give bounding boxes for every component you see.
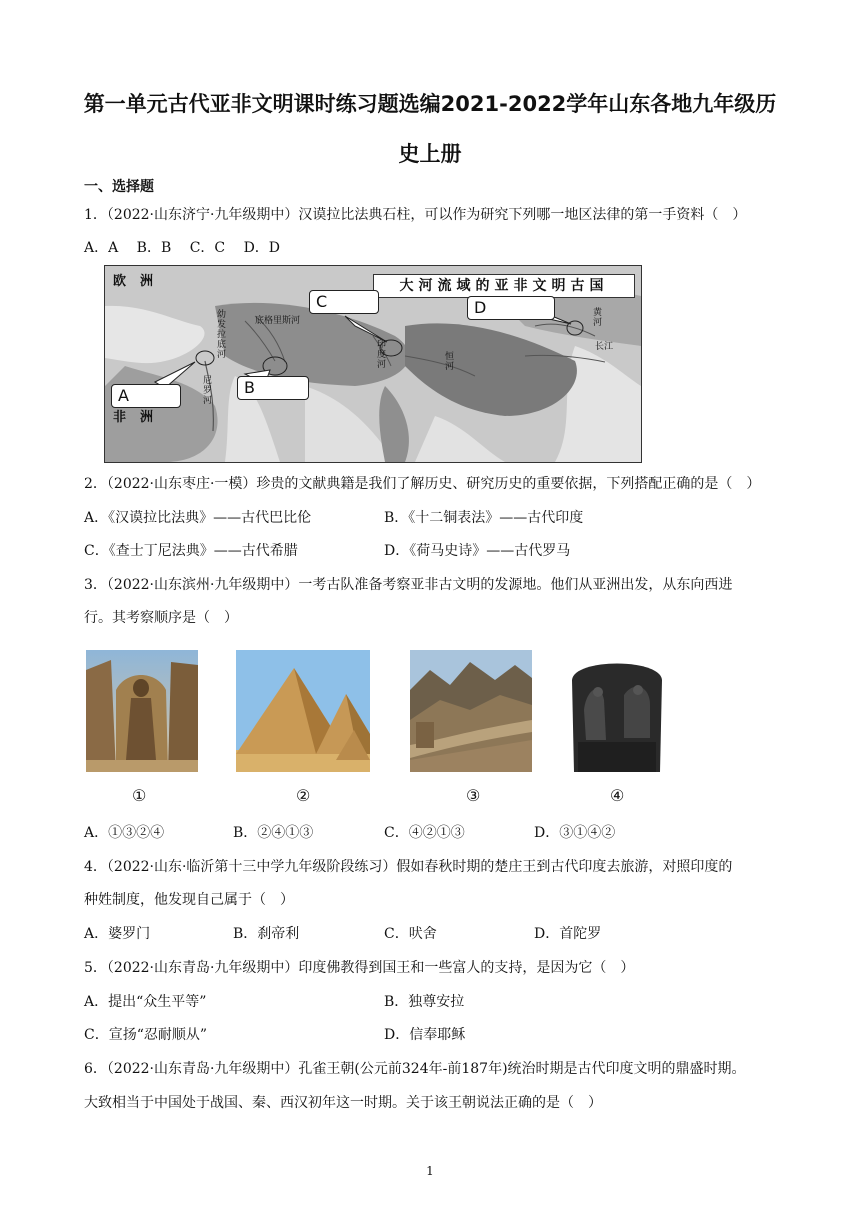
- map-label-africa: 非洲: [113, 410, 168, 425]
- map-label-europe: 欧洲: [113, 274, 168, 289]
- question-4-option-b: B．刹帝利: [233, 926, 300, 942]
- image-label-1: ①: [132, 786, 147, 805]
- question-4-option-c: C．吠舍: [384, 926, 437, 942]
- map-river-yellow: 黄河: [593, 308, 603, 328]
- question-6-stem-line2: 大致相当于中国处于战国、秦、西汉初年这一时期。关于该王朝说法正确的是（ ）: [84, 1095, 602, 1111]
- section-heading: 一、选择题: [84, 179, 154, 195]
- image-2-pyramids: [236, 650, 370, 772]
- question-4-stem-line1: 4．（2022·山东·临沂第十三中学九年级阶段练习）假如春秋时期的楚庄王到古代印度去旅游，对照印度的: [84, 859, 733, 875]
- image-label-2: ②: [296, 786, 311, 805]
- question-5-option-a: A．提出“众生平等”: [84, 994, 207, 1010]
- question-5-option-b: B．独尊安拉: [384, 994, 465, 1010]
- document-title-line1: 第一单元古代亚非文明课时练习题选编2021-2022学年山东各地九年级历: [83, 92, 777, 116]
- question-3-option-d: D．③①④②: [534, 825, 616, 841]
- map-callout-c: C: [309, 290, 379, 314]
- map-callout-b: B: [237, 376, 309, 400]
- image-4-hammurabi-stele: [564, 650, 670, 772]
- question-3-option-a: A．①③②④: [84, 825, 165, 841]
- question-2-option-d: D．《荷马史诗》——古代罗马: [384, 543, 571, 559]
- map-callout-d: D: [467, 296, 555, 320]
- question-3-option-c: C．④②①③: [384, 825, 465, 841]
- question-5-option-d: D．信奉耶稣: [384, 1027, 466, 1043]
- question-5-stem: 5．（2022·山东青岛·九年级期中）印度佛教得到国王和一些富人的支持，是因为它（ ）: [84, 960, 635, 976]
- image-label-4: ④: [610, 786, 625, 805]
- map-callout-a: A: [111, 384, 181, 408]
- question-2-option-b: B．《十二铜表法》——古代印度: [384, 510, 584, 526]
- question-4-stem-line2: 种姓制度，他发现自己属于（ ）: [84, 892, 294, 908]
- map-river-ganges: 恒河: [445, 352, 455, 372]
- question-1-options: A．A B．B C．C D．D: [84, 240, 281, 256]
- ancient-civilizations-map: [104, 265, 642, 463]
- map-river-yangtze: 长江: [595, 342, 614, 352]
- image-1-buddha-statue: [86, 650, 198, 772]
- map-river-euphrates: 幼发拉底河: [217, 310, 227, 360]
- question-6-stem-line1: 6．（2022·山东青岛·九年级期中）孔雀王朝(公元前324年-前187年)统治时期是古代印度文明的鼎盛时期。: [84, 1061, 746, 1077]
- question-3-option-b: B．②④①③: [233, 825, 314, 841]
- map-river-indus: 印度河: [377, 340, 387, 370]
- map-river-nile: 尼罗河: [203, 376, 213, 406]
- map-river-tigris: 底格里斯河: [255, 316, 301, 326]
- question-3-stem-line1: 3．（2022·山东滨州·九年级期中）一考古队准备考察亚非古文明的发源地。他们从亚洲出发，从东向西进: [84, 577, 733, 593]
- question-1-stem: 1．（2022·山东济宁·九年级期中）汉谟拉比法典石柱，可以作为研究下列哪一地区法律的第一手资料（ ）: [84, 207, 747, 223]
- page-number: 1: [426, 1164, 434, 1178]
- question-5-option-c: C．宣扬“忍耐顺从”: [84, 1027, 208, 1043]
- image-3-great-wall: [410, 650, 532, 772]
- document-title-line2: 史上册: [398, 142, 462, 166]
- map-title: 大河流域的亚非文明古国: [373, 274, 635, 298]
- question-2-option-c: C．《查士丁尼法典》——古代希腊: [84, 543, 298, 559]
- question-2-option-a: A．《汉谟拉比法典》——古代巴比伦: [84, 510, 312, 526]
- question-4-option-d: D．首陀罗: [534, 926, 602, 942]
- image-label-3: ③: [466, 786, 481, 805]
- question-4-option-a: A．婆罗门: [84, 926, 151, 942]
- question-2-stem: 2．（2022·山东枣庄·一模）珍贵的文献典籍是我们了解历史、研究历史的重要依据，下列搭配正确的是（ ）: [84, 476, 761, 492]
- question-3-stem-line2: 行。其考察顺序是（ ）: [84, 610, 238, 626]
